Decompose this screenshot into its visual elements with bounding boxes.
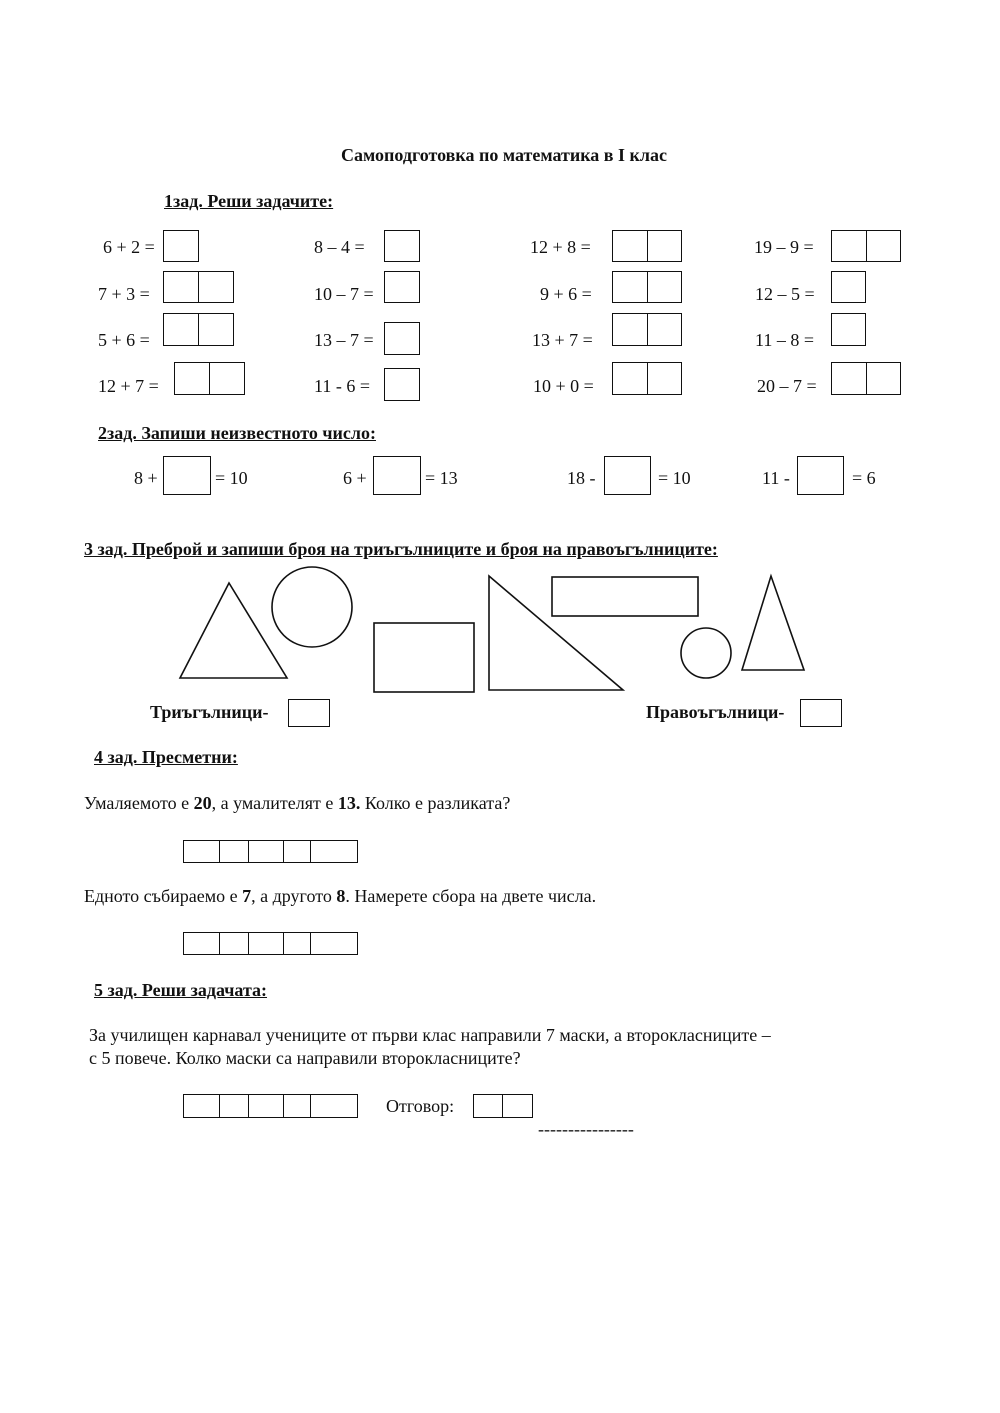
answer-input[interactable] xyxy=(385,323,419,354)
answer-box-two-digit[interactable] xyxy=(612,230,682,262)
task2-heading: 2зад. Запиши неизвестното число: xyxy=(98,423,376,443)
unknown-left: 11 - xyxy=(762,468,790,488)
unknown-box[interactable] xyxy=(163,456,211,495)
circle-shape xyxy=(272,567,352,647)
equation: 13 – 7 = xyxy=(314,330,374,350)
equation: 11 – 8 = xyxy=(755,330,814,350)
answer-box-two-digit[interactable] xyxy=(174,362,245,395)
equation: 20 – 7 = xyxy=(757,376,817,396)
answer-box[interactable] xyxy=(831,313,866,346)
equation: 12 – 5 = xyxy=(755,284,815,304)
unknown-input[interactable] xyxy=(374,457,420,494)
answer-box-two-digit[interactable] xyxy=(612,271,682,303)
unknown-right: = 10 xyxy=(658,468,691,488)
answer-label: Отговор: xyxy=(386,1096,455,1116)
answer-box[interactable] xyxy=(384,368,420,401)
unknown-left: 6 + xyxy=(343,468,367,488)
unknown-input[interactable] xyxy=(798,457,843,494)
answer-input[interactable] xyxy=(832,314,865,345)
equation: 12 + 7 = xyxy=(98,376,159,396)
equation: 8 – 4 = xyxy=(314,237,365,257)
equation: 10 + 0 = xyxy=(533,376,594,396)
task5-text-line-2: с 5 повече. Колко маски са направили второкласниците? xyxy=(89,1048,521,1068)
q1-subtrahend: 13. xyxy=(337,793,361,813)
task1-heading: 1зад. Реши задачите: xyxy=(164,191,334,211)
q1-minuend: 20 xyxy=(193,793,212,813)
equation: 11 - 6 = xyxy=(314,376,370,396)
task4-heading: 4 зад. Пресметни: xyxy=(94,747,238,767)
rectangle-shape xyxy=(552,577,698,616)
triangles-count-input[interactable] xyxy=(289,700,329,726)
q2-addend-2: 8 xyxy=(336,886,346,906)
rectangles-count-input[interactable] xyxy=(801,700,841,726)
task4-question-2 xyxy=(84,887,596,905)
answer-box[interactable] xyxy=(831,271,866,303)
equation: 12 + 8 = xyxy=(530,237,591,257)
answer-dashes: ---------------- xyxy=(538,1119,634,1139)
final-answer-box[interactable] xyxy=(473,1094,533,1118)
answer-box-two-digit[interactable] xyxy=(163,313,234,346)
unknown-right: = 10 xyxy=(215,468,248,488)
task5-text-line-1: За училищен карнавал учениците от първи клас направили 7 маски, а второкласниците – xyxy=(89,1025,771,1045)
triangle-shape xyxy=(180,583,287,678)
answer-box[interactable] xyxy=(384,322,420,355)
answer-input[interactable] xyxy=(164,231,198,261)
triangles-count-box[interactable] xyxy=(288,699,330,727)
answer-box[interactable] xyxy=(384,230,420,262)
right-triangle-shape xyxy=(489,576,623,690)
q2-addend-1: 7 xyxy=(242,886,252,906)
rectangles-label: Правоъгълници- xyxy=(646,702,785,722)
equation: 10 – 7 = xyxy=(314,284,374,304)
q2-text-e: . Намерете сбора на двете числа. xyxy=(345,886,597,906)
q2-text-c: , а другото xyxy=(251,886,337,906)
answer-input[interactable] xyxy=(385,369,419,400)
task3-heading: 3 зад. Преброй и запиши броя на триъгълниците и броя на правоъгълниците: xyxy=(84,539,718,559)
q1-text-e: Колко е разликата? xyxy=(360,793,511,813)
unknown-box[interactable] xyxy=(797,456,844,495)
task5-heading: 5 зад. Реши задачата: xyxy=(94,980,268,1000)
equation: 6 + 2 = xyxy=(103,237,155,257)
answer-box-two-digit[interactable] xyxy=(612,362,682,395)
task4-question-1 xyxy=(84,794,510,812)
answer-box-two-digit[interactable] xyxy=(831,362,901,395)
unknown-right: = 6 xyxy=(852,468,876,488)
expression-boxes[interactable] xyxy=(183,1094,358,1118)
equation: 9 + 6 = xyxy=(540,284,592,304)
circle-shape xyxy=(681,628,731,678)
unknown-input[interactable] xyxy=(164,457,210,494)
equation: 5 + 6 = xyxy=(98,330,150,350)
q2-text-a: Едното събираемо е xyxy=(84,886,243,906)
answer-box-two-digit[interactable] xyxy=(612,313,682,346)
q1-text-c: , а умалителят е xyxy=(211,793,338,813)
answer-input[interactable] xyxy=(385,272,419,302)
page-title: Самоподготовка по математика в I клас xyxy=(341,145,667,165)
q1-text-a: Умаляемото е xyxy=(84,793,194,813)
answer-input[interactable] xyxy=(385,231,419,261)
unknown-box[interactable] xyxy=(373,456,421,495)
answer-box-two-digit[interactable] xyxy=(163,271,234,303)
expression-boxes[interactable] xyxy=(183,840,358,863)
triangles-label: Триъгълници- xyxy=(150,702,269,722)
unknown-input[interactable] xyxy=(605,457,650,494)
unknown-left: 18 - xyxy=(567,468,596,488)
equation: 19 – 9 = xyxy=(754,237,814,257)
equation: 13 + 7 = xyxy=(532,330,593,350)
rectangles-count-box[interactable] xyxy=(800,699,842,727)
rectangle-shape xyxy=(374,623,474,692)
equation: 7 + 3 = xyxy=(98,284,150,304)
answer-input[interactable] xyxy=(832,272,865,302)
answer-box-two-digit[interactable] xyxy=(831,230,901,262)
unknown-box[interactable] xyxy=(604,456,651,495)
answer-box[interactable] xyxy=(163,230,199,262)
expression-boxes[interactable] xyxy=(183,932,358,955)
answer-box[interactable] xyxy=(384,271,420,303)
unknown-right: = 13 xyxy=(425,468,458,488)
triangle-shape xyxy=(742,576,804,670)
unknown-left: 8 + xyxy=(134,468,158,488)
